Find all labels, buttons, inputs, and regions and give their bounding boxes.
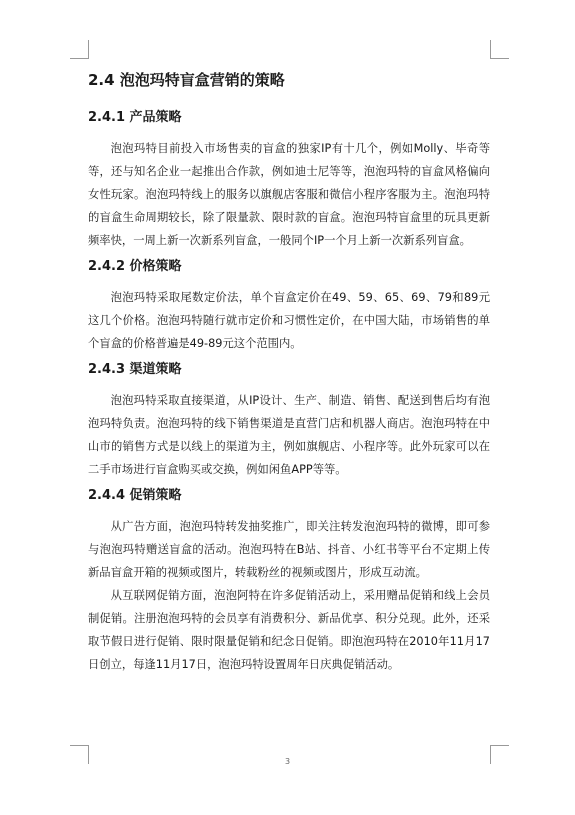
crop-mark-top-left xyxy=(70,40,89,59)
paragraph: 泡泡玛特采取直接渠道，从IP设计、生产、制造、销售、配送到售后均有泡泡玛特负责。泡泡玛特的线下销售渠道是直营门店和机器人商店。泡泡玛特在中山市的销售方式是以线上的渠道为主，例如旗舰店、小程序等。此外玩家可以在二手市场进行盲盒购买或交换，例如闲鱼APP等等。 xyxy=(88,394,490,476)
subsection-heading: 2.4.1 产品策略 xyxy=(88,110,182,125)
subsection-heading: 2.4.4 促销策略 xyxy=(88,488,182,503)
section-product-strategy xyxy=(88,109,490,252)
paragraph: 泡泡玛特采取尾数定价法，单个盲盒定价在49、59、65、69、79和89元这几个价格。泡泡玛特随行就市定价和习惯性定价，在中国大陆，市场销售的单个盲盒的价格普遍是49-89元这个范围内。 xyxy=(88,291,490,350)
section-channel-strategy xyxy=(88,361,490,481)
section-promotion-strategy xyxy=(88,487,490,676)
page-content xyxy=(88,70,490,682)
page-number: 3 xyxy=(284,757,291,766)
subsection-heading: 2.4.3 渠道策略 xyxy=(88,362,182,377)
paragraph: 从互联网促销方面，泡泡阿特在许多促销活动上，采用赠品促销和线上会员制促销。注册泡泡玛特的会员享有消费积分、新品优享、积分兑现。此外，还采取节假日进行促销、限时限量促销和纪念日促销。即泡泡玛特在2010年11月17日创立，每逢11月17日，泡泡玛特设置周年日庆典促销活动。 xyxy=(88,589,490,671)
section-price-strategy xyxy=(88,258,490,355)
paragraph: 从广告方面，泡泡玛特转发抽奖推广，即关注转发泡泡玛特的微博，即可参与泡泡玛特赠送盲盒的活动。泡泡玛特在B站、抖音、小红书等平台不定期上传新品盲盒开箱的视频或图片，转载粉丝的视频或图片，形成互动流。 xyxy=(88,520,490,579)
crop-mark-top-right xyxy=(490,40,509,59)
subsection-heading: 2.4.2 价格策略 xyxy=(88,259,182,274)
section-title: 2.4 泡泡玛特盲盒营销的策略 xyxy=(88,71,285,89)
paragraph: 泡泡玛特目前投入市场售卖的盲盒的独家IP有十几个，例如Molly、毕奇等等，还与知名企业一起推出合作款，例如迪士尼等等，泡泡玛特的盲盒风格偏向女性玩家。泡泡玛特线上的服务以旗舰店客服和微信小程序客服为主。泡泡玛特的盲盒生命周期较长，除了限量款、限时款的盲盒。泡泡玛特盲盒里的玩具更新频率快，一周上新一次新系列盲盒，一般同个IP一个月上新一次新系列盲盒。 xyxy=(88,142,490,247)
